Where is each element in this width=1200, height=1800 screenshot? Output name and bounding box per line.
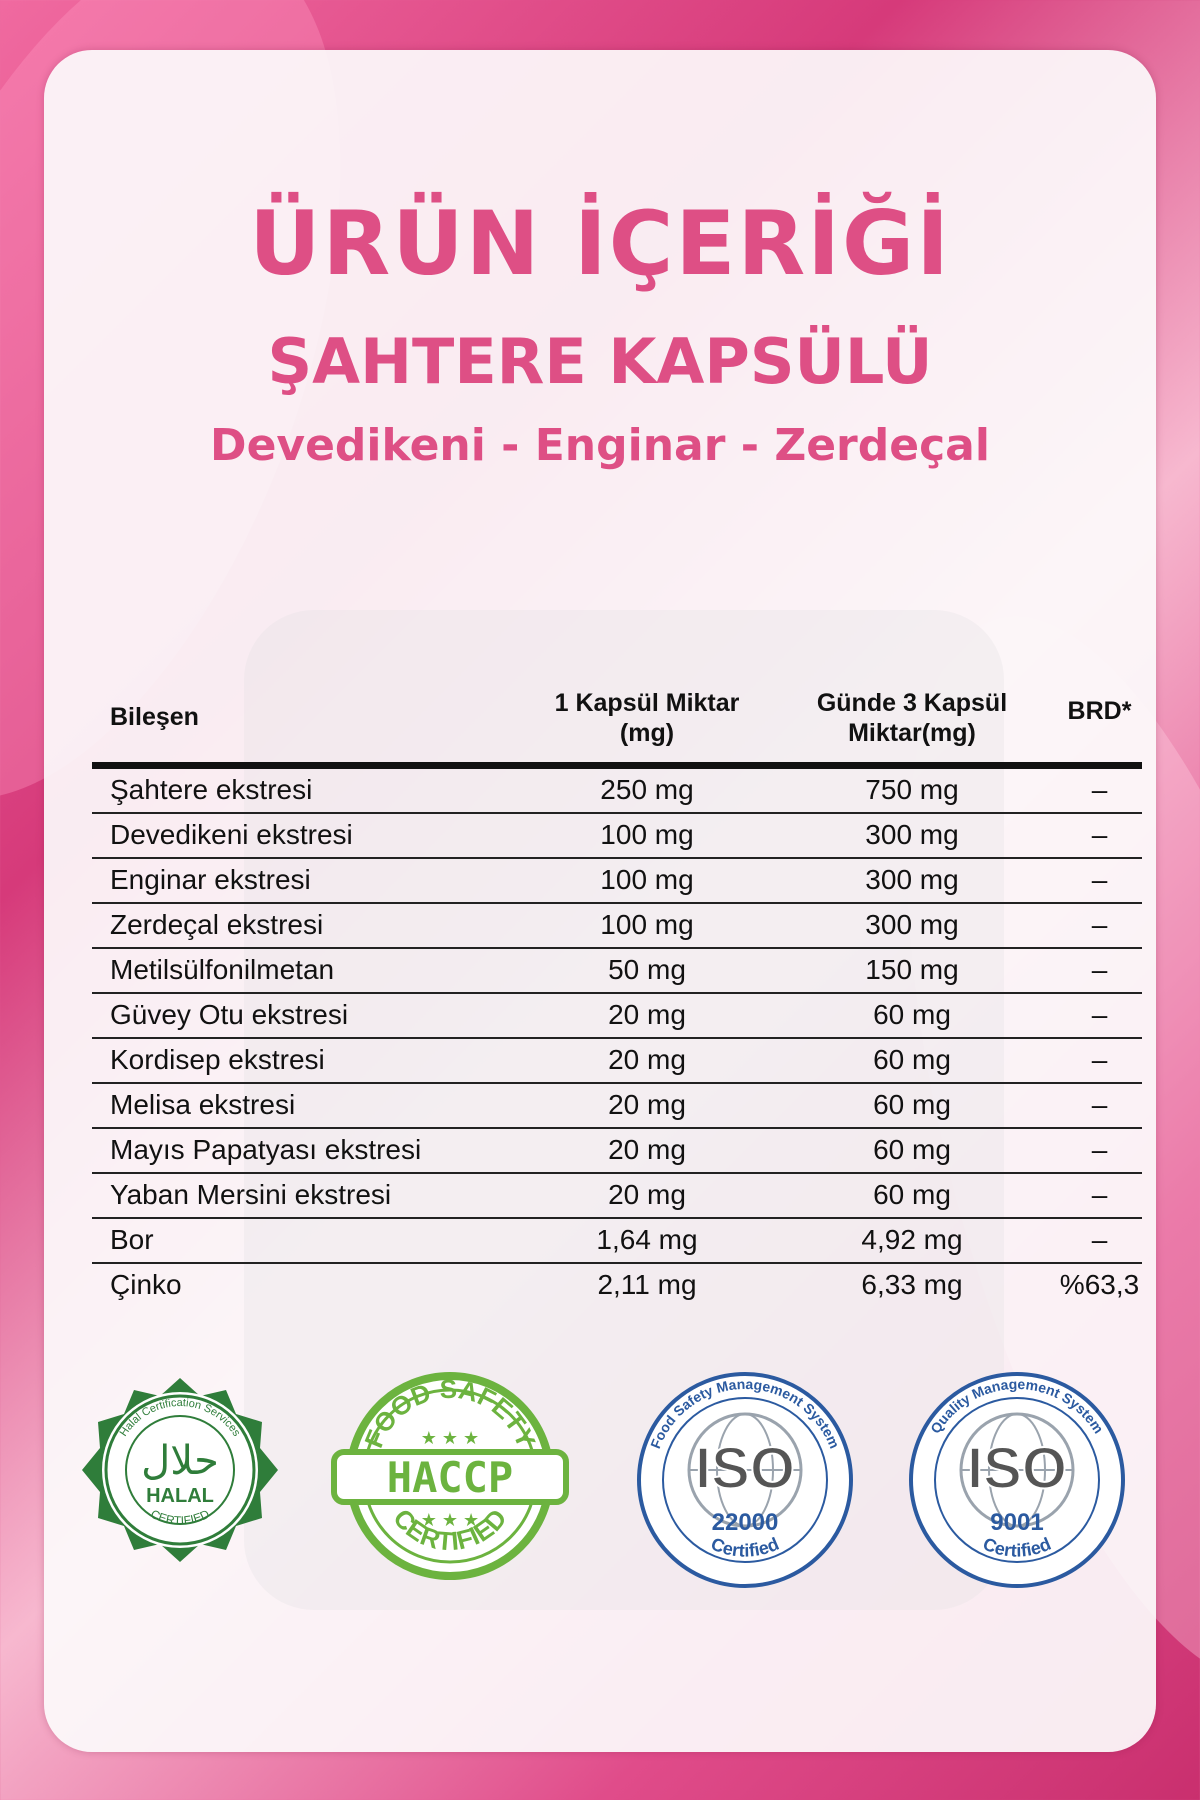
- brd-value: –: [1091, 954, 1108, 985]
- iso-9001-ring-bottom: Certified: [980, 1533, 1054, 1561]
- brd-value: %63,3: [1059, 1269, 1140, 1300]
- daily-amount: 300 mg: [865, 819, 959, 850]
- iso-22000-badge: [630, 1370, 860, 1600]
- star-icon: ★ ★ ★: [420, 1428, 480, 1448]
- iso-22000-ring-bottom: Certified: [708, 1533, 782, 1561]
- brd-value: –: [1091, 1089, 1108, 1120]
- product-name: ŞAHTERE KAPSÜLÜ: [267, 325, 933, 398]
- ingredient-name: Metilsülfonilmetan: [110, 954, 335, 985]
- ingredient-name: Güvey Otu ekstresi: [110, 999, 349, 1030]
- daily-amount: 4,92 mg: [861, 1224, 963, 1255]
- per-capsule-amount: 20 mg: [608, 999, 686, 1030]
- iso-22000-number: 22000: [711, 1509, 779, 1536]
- halal-label: HALAL: [146, 1485, 214, 1507]
- ingredient-name: Melisa ekstresi: [110, 1089, 296, 1120]
- brd-value: –: [1091, 864, 1108, 895]
- daily-amount: 750 mg: [865, 774, 959, 805]
- table-row: [92, 1174, 1142, 1219]
- halal-arabic: حلال: [141, 1438, 219, 1484]
- per-capsule-amount: 50 mg: [608, 954, 686, 985]
- table-row: [92, 1039, 1142, 1084]
- certification-badges: [44, 1370, 1156, 1620]
- iso-22000-ring-top: Food Safety Management System: [647, 1375, 843, 1451]
- iso-9001-iso: ISO: [967, 1436, 1067, 1501]
- table-row: [92, 1129, 1142, 1174]
- ingredient-name: Bor: [110, 1224, 154, 1255]
- table-row: [92, 994, 1142, 1039]
- column-header-per-capsule: 1 Kapsül Miktar (mg): [554, 689, 740, 747]
- table-header: [92, 680, 1142, 769]
- content-card: [44, 50, 1156, 1752]
- ingredient-name: Yaban Mersini ekstresi: [110, 1179, 392, 1210]
- star-icon: ★ ★ ★: [420, 1510, 480, 1530]
- daily-amount: 60 mg: [873, 1089, 951, 1120]
- per-capsule-amount: 1,64 mg: [596, 1224, 698, 1255]
- product-subtitle: Devedikeni - Enginar - Zerdeçal: [210, 420, 990, 471]
- per-capsule-amount: 20 mg: [608, 1179, 686, 1210]
- brd-value: –: [1091, 1179, 1108, 1210]
- ingredient-name: Çinko: [110, 1269, 182, 1300]
- per-capsule-amount: 20 mg: [608, 1044, 686, 1075]
- daily-amount: 300 mg: [865, 864, 959, 895]
- per-capsule-amount: 250 mg: [600, 774, 694, 805]
- per-capsule-amount: 2,11 mg: [597, 1269, 697, 1300]
- table-row: [92, 949, 1142, 994]
- halal-badge: [80, 1370, 280, 1590]
- per-capsule-amount: 20 mg: [608, 1134, 686, 1165]
- ingredient-name: Mayıs Papatyası ekstresi: [110, 1134, 422, 1165]
- table-row: [92, 1084, 1142, 1129]
- brd-value: –: [1091, 1224, 1108, 1255]
- daily-amount: 60 mg: [873, 1179, 951, 1210]
- table-row: [92, 859, 1142, 904]
- halal-ring-bottom: CERTIFIED: [148, 1506, 212, 1528]
- table-row: [92, 1219, 1142, 1264]
- per-capsule-amount: 100 mg: [600, 864, 694, 895]
- table-row: [92, 769, 1142, 814]
- table-row: [92, 904, 1142, 949]
- table-body: [92, 769, 1142, 1307]
- haccp-ring-bottom: CERTIFIED: [387, 1503, 513, 1557]
- ingredient-name: Zerdeçal ekstresi: [110, 909, 324, 940]
- ingredient-name: Kordisep ekstresi: [110, 1044, 325, 1075]
- column-header-ingredient: Bileşen: [110, 703, 199, 731]
- table-row: [92, 1264, 1142, 1307]
- column-header-brd: BRD*: [1067, 697, 1132, 725]
- column-header-daily: Günde 3 Kapsül Miktar(mg): [816, 689, 1008, 747]
- brd-value: –: [1091, 774, 1108, 805]
- haccp-label: HACCP: [386, 1453, 514, 1502]
- haccp-badge: [330, 1370, 570, 1590]
- iso-22000-iso: ISO: [695, 1436, 795, 1501]
- per-capsule-amount: 20 mg: [608, 1089, 686, 1120]
- page-title: ÜRÜN İÇERİĞİ: [249, 192, 951, 295]
- ingredient-name: Enginar ekstresi: [110, 864, 311, 895]
- iso-9001-ring-top: Quality Management System: [927, 1375, 1107, 1437]
- ingredient-name: Şahtere ekstresi: [110, 774, 313, 805]
- halal-ring-top: Halal Certification Services: [117, 1396, 243, 1439]
- brd-value: –: [1091, 1044, 1108, 1075]
- daily-amount: 300 mg: [865, 909, 959, 940]
- daily-amount: 150 mg: [865, 954, 959, 985]
- brd-value: –: [1091, 1134, 1108, 1165]
- brd-value: –: [1091, 819, 1108, 850]
- per-capsule-amount: 100 mg: [600, 819, 694, 850]
- daily-amount: 60 mg: [873, 1134, 951, 1165]
- brd-value: –: [1091, 999, 1108, 1030]
- iso-9001-number: 9001: [990, 1509, 1044, 1536]
- ingredients-table: [92, 680, 1142, 1307]
- daily-amount: 60 mg: [873, 1044, 951, 1075]
- daily-amount: 60 mg: [873, 999, 951, 1030]
- per-capsule-amount: 100 mg: [600, 909, 694, 940]
- daily-amount: 6,33 mg: [861, 1269, 963, 1300]
- brd-value: –: [1091, 909, 1108, 940]
- haccp-ring-top: FOOD SAFETY: [358, 1373, 542, 1453]
- table-row: [92, 814, 1142, 859]
- ingredient-name: Devedikeni ekstresi: [110, 819, 353, 850]
- iso-9001-badge: [902, 1370, 1132, 1600]
